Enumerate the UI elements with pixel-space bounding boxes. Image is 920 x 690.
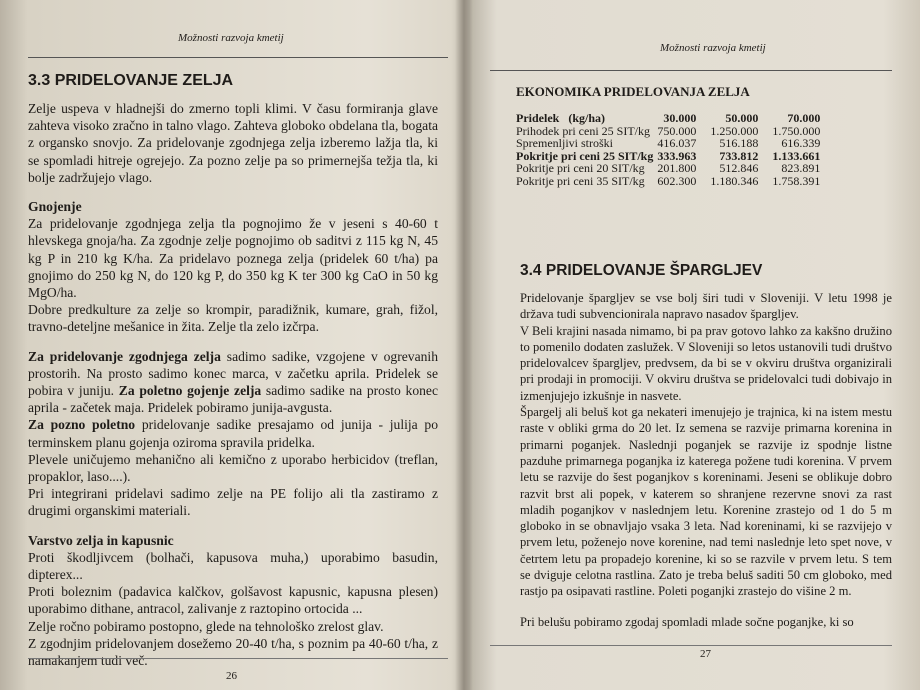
row-value: 416.037 bbox=[657, 136, 697, 150]
header-value: 70.000 bbox=[787, 111, 821, 125]
pozno-text: pridelovanje sadike presajamo od junija - julija po terminskem planu gojenja oziroma spravila pridelka. bbox=[28, 417, 438, 450]
row-value: 750.000 bbox=[657, 123, 697, 138]
gnojenje-title: Gnojenje bbox=[28, 199, 82, 215]
footer-rule bbox=[28, 658, 448, 659]
row-value: 201.800 bbox=[657, 161, 697, 175]
row-value: 1.180.346 bbox=[710, 173, 759, 188]
running-head: Možnosti razvoja kmetij bbox=[660, 42, 766, 54]
gnojenje-paragraph: Za pridelovanje zgodnjega zelja tla pognojimo že v jeseni s 40-60 t hlevskega gnoja/ha. Za zgodnje zelje pognojimo ob saditvi z 115 kg N, 45 kg P in 210 kg K/ha. Za pridelavo poznega zelja (pridelek 60 t/ha) pa gnojimo do 250 kg N, do 120 kg P, do 350 kg K ter 300 kg CaO in 50 kg MgO/ha. bbox=[28, 216, 438, 301]
zgodnje-bold: Za pridelovanje zgodnjega zelja bbox=[28, 348, 221, 364]
row-value: 1.133.661 bbox=[772, 148, 821, 163]
page-number: 27 bbox=[700, 648, 711, 660]
row-value: 616.339 bbox=[781, 136, 821, 150]
table-row bbox=[516, 162, 834, 175]
varstvo-title: Varstvo zelja in kapusnic bbox=[28, 532, 174, 548]
section-heading: 3.3 PRIDELOVANJE ZELJA bbox=[28, 72, 234, 89]
sparglji-paragraph-4: Pri belušu pobiramo zgodaj spomladi mlade sočne poganjke, ki so bbox=[520, 614, 854, 629]
row-value: 823.891 bbox=[781, 161, 821, 175]
row-label: Pokritje pri ceni 25 SIT/kg bbox=[516, 148, 654, 163]
table-row bbox=[516, 175, 834, 188]
sparglji-paragraph-2: V Beli krajini nasada nimamo, bi pa prav gotovo lahko za kakšno družino to pomenilo dodaten zaslužek. V Sloveniji so letos ustanovili tudi društvo pridelovalcev špargljev, predvsem, da bi se v okviru društva organizirali pri prodaji in promociji. V okviru društva se pridelovalci tudi dobivajo in izmenjujejo izkušnje in nasvete. bbox=[520, 323, 892, 403]
header-value: 50.000 bbox=[725, 111, 759, 125]
footer-rule bbox=[490, 645, 892, 646]
row-value: 1.250.000 bbox=[710, 123, 759, 138]
poletno-text: sadimo sadike na prosto konec aprila - začetek maja. Pridelek pobiramo junija-avgusta. bbox=[28, 383, 438, 416]
row-value: 733.812 bbox=[719, 148, 759, 163]
row-value: 333.963 bbox=[657, 148, 697, 163]
row-value: 516.188 bbox=[719, 136, 759, 150]
row-value: 512.846 bbox=[719, 161, 759, 175]
plevele-paragraph: Plevele uničujemo mehanično ali kemično z uporabo herbicidov (treflan, propaklor, laso....). bbox=[28, 451, 438, 485]
intro-paragraph: Zelje uspeva v hladnejši do zmerno topli klimi. V času formiranja glave zahteva visoko zračno in talno vlago. Zahteva globoko obdelana tla, bogata z organsko snovjo. Za pridelovanje zgodnjega zelja izberemo lažja tla, ki se spomladi hitreje ogrejejo. Za pozno zelje pa so primernejša težja tla, ki bolje zadržujejo vlago. bbox=[28, 101, 438, 185]
header-unit: (kg/ha) bbox=[568, 111, 606, 125]
varstvo-paragraph-2: Proti boleznim (padavica kalčkov, golšavost kapusnic, kapusna plesen) uporabimo dithane, antracol, zalivanje z raztopino ortocida ... bbox=[28, 584, 438, 617]
row-value: 1.758.391 bbox=[772, 173, 821, 188]
poletno-bold: Za poletno gojenje zelja bbox=[118, 383, 262, 399]
running-head: Možnosti razvoja kmetij bbox=[178, 32, 284, 44]
row-label: Spremenljivi stroški bbox=[516, 136, 613, 150]
section-heading: 3.4 PRIDELOVANJE ŠPARGLJEV bbox=[520, 262, 763, 279]
row-label: Pokritje pri ceni 35 SIT/kg bbox=[516, 173, 645, 188]
header-label-cell bbox=[516, 112, 657, 125]
planting-paragraph bbox=[28, 348, 438, 417]
integrirani-paragraph: Pri integrirani pridelavi sadimo zelje na PE folijo ali tla zastiramo z drugimi organskimi materiali. bbox=[28, 486, 438, 519]
left-body-text bbox=[28, 100, 438, 669]
table-row bbox=[516, 137, 834, 150]
varstvo-paragraph-1: Proti škodljivcem (bolhači, kapusova muha,) uporabimo basudin, dipterex... bbox=[28, 549, 438, 583]
row-label: Pokritje pri ceni 20 SIT/kg bbox=[516, 161, 645, 175]
header-rule bbox=[28, 57, 448, 58]
sparglji-paragraph-1: Pridelovanje špargljev se vse bolj širi tudi v Sloveniji. V letu 1998 je država tudi subvencionirala napravo nasadov špargljev. bbox=[520, 291, 892, 322]
predkulture-paragraph: Dobre predkulture za zelje so krompir, paradižnik, kumare, grah, fižol, travno-deteljne mešanice in žita. Zelje tla zelo izčrpa. bbox=[28, 302, 438, 335]
sparglji-paragraph-3: Špargelj ali beluš kot ga nekateri imenujejo je trajnica, ki na istem mestu raste v obliki grma do 20 let. Iz semena se razvije primarna korenina in primarni poganjek. Naslednji poganjek se razvije iz spodnje listne pazduhe primarnega poganjka iz katerega požene tudi korenina. V prvem letu se razvije do šest poganjkov s koreninami. Jeseni se oblikuje dobro razvit brst ali popek, v katerem so shranjene rezervne snovi za rast mladih poganjkov v naslednjem letu. Korenine zrastejo od 1 do 5 m globoko in se obnavljajo vsaka 3 leta. Nad koreninami, ki se razvijejo v prvem letu, poženejo nove korenine, nad temi naslednje leto spet nove, v četrtem letu pa propadejo korenine, ki so se razvile v prvem letu. S tem se dviguje celotna rastlina. Zato je treba beluš saditi 50 cm globoko, med rastjo pa osipavati rastline. Poleti poganjki zrastejo do višine 2 m. bbox=[520, 405, 892, 599]
row-label: Prihodek pri ceni 25 SIT/kg bbox=[516, 123, 650, 138]
row-value: 602.300 bbox=[657, 173, 697, 188]
varstvo-paragraph-3: Zelje ročno pobiramo postopno, glede na tehnološko zrelost glav. bbox=[28, 618, 384, 634]
pozno-bold: Za pozno poletno bbox=[28, 417, 136, 433]
header-value: 30.000 bbox=[663, 111, 697, 125]
table-header-row bbox=[516, 112, 834, 125]
page-number: 26 bbox=[226, 670, 237, 682]
row-value: 1.750.000 bbox=[772, 123, 821, 138]
header-rule bbox=[490, 70, 892, 71]
economics-table bbox=[516, 112, 834, 187]
pozno-paragraph bbox=[28, 416, 438, 450]
right-page bbox=[470, 0, 920, 690]
right-body-text bbox=[520, 290, 892, 630]
header-label: Pridelek bbox=[516, 111, 560, 125]
varstvo-paragraph-4: Z zgodnjim pridelovanjem dosežemo 20-40 t/ha, s poznim pa 40-60 t/ha, z namakanjem tudi več. bbox=[28, 635, 438, 669]
zgodnje-text: sadimo sadike, vzgojene v ogrevanih prostorih. Na prosto sadimo konec marca, v začetku aprila. Pridelek se pobira v juniju. bbox=[28, 348, 438, 399]
table-title: EKONOMIKA PRIDELOVANJA ZELJA bbox=[516, 84, 750, 99]
